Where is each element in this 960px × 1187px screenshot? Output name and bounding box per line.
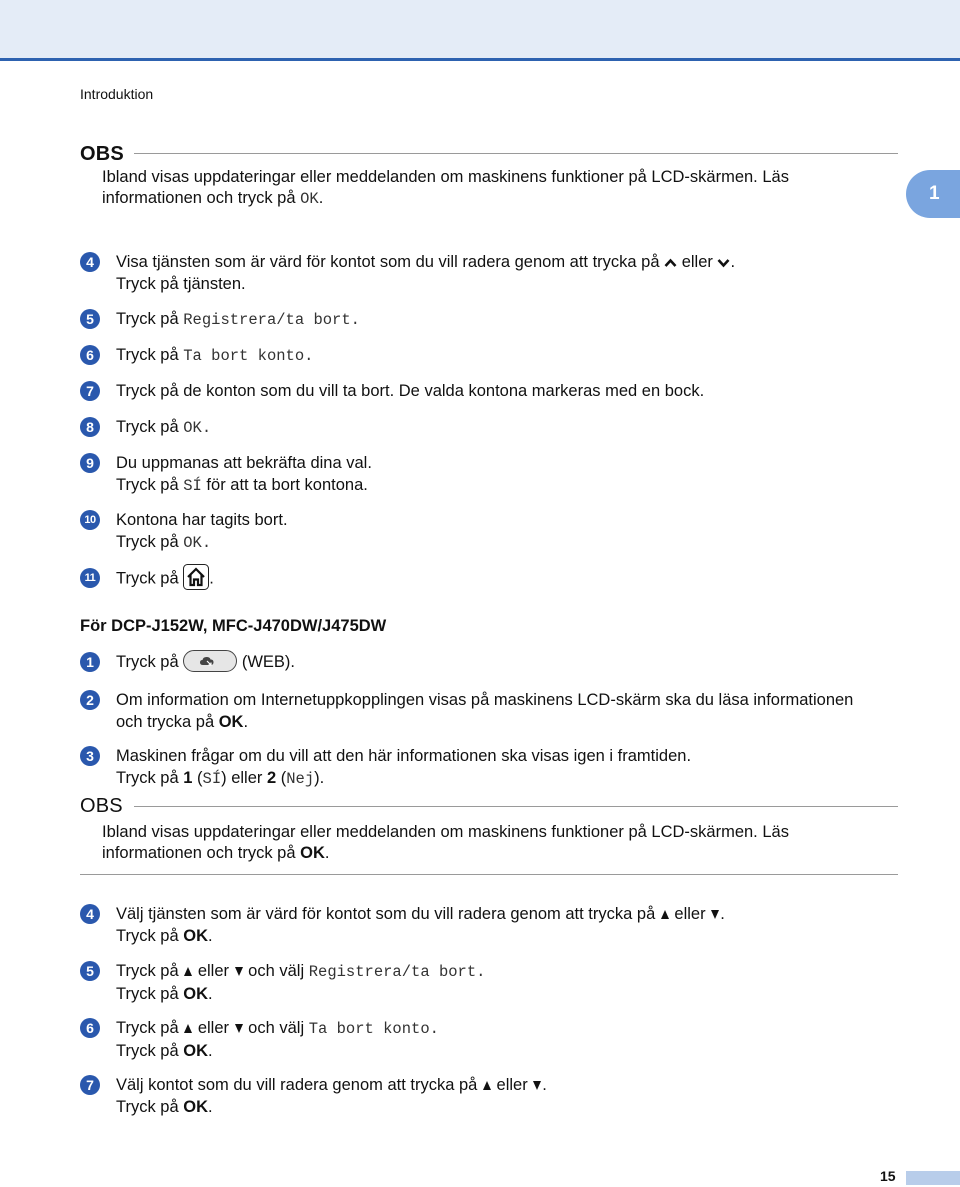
step-number-badge: 9	[80, 453, 100, 473]
triangle-up-icon	[660, 909, 670, 920]
step-number-badge: 7	[80, 381, 100, 401]
step-number-badge: 10	[80, 510, 100, 530]
top-rule	[0, 58, 960, 61]
home-icon	[183, 564, 209, 590]
triangle-down-icon	[532, 1080, 542, 1091]
obs-rule	[134, 153, 898, 154]
step-number-badge: 8	[80, 417, 100, 437]
obs-note: Ibland visas uppdateringar eller meddelanden om maskinens funktioner på LCD-skärmen. Läs informationen och tryck på OK.	[102, 168, 789, 208]
step-number-badge: 3	[80, 746, 100, 766]
step-number-badge: 4	[80, 904, 100, 924]
triangle-up-icon	[482, 1080, 492, 1091]
chevron-up-icon	[664, 258, 677, 268]
step-number-badge: 7	[80, 1075, 100, 1095]
step-number-badge: 1	[80, 652, 100, 672]
page-tab-bar	[906, 1171, 960, 1185]
step-number-badge: 2	[80, 690, 100, 710]
web-cloud-button-icon	[183, 650, 237, 672]
obs-bottom-rule	[80, 874, 898, 875]
obs-title: OBS	[80, 143, 124, 165]
triangle-up-icon	[183, 1023, 193, 1034]
obs-rule	[134, 806, 898, 807]
triangle-down-icon	[234, 966, 244, 977]
triangle-up-icon	[183, 966, 193, 977]
triangle-down-icon	[710, 909, 720, 920]
triangle-down-icon	[234, 1023, 244, 1034]
chapter-number: 1	[929, 183, 940, 204]
step-number-badge: 6	[80, 345, 100, 365]
top-band	[0, 0, 960, 58]
step-number-badge: 6	[80, 1018, 100, 1038]
obs-note: Ibland visas uppdateringar eller meddelanden om maskinens funktioner på LCD-skärmen. Läs informationen och tryck på OK.	[102, 823, 789, 862]
chevron-down-icon	[717, 258, 730, 268]
step-number-badge: 5	[80, 961, 100, 981]
running-title: Introduktion	[80, 86, 154, 102]
section-heading: För DCP-J152W, MFC-J470DW/J475DW	[80, 617, 387, 635]
step-number-badge: 4	[80, 252, 100, 272]
chapter-tab	[906, 170, 960, 218]
page-number: 15	[880, 1168, 896, 1184]
obs-title: OBS	[80, 795, 123, 817]
step-number-badge: 5	[80, 309, 100, 329]
step-number-badge: 11	[80, 568, 100, 588]
